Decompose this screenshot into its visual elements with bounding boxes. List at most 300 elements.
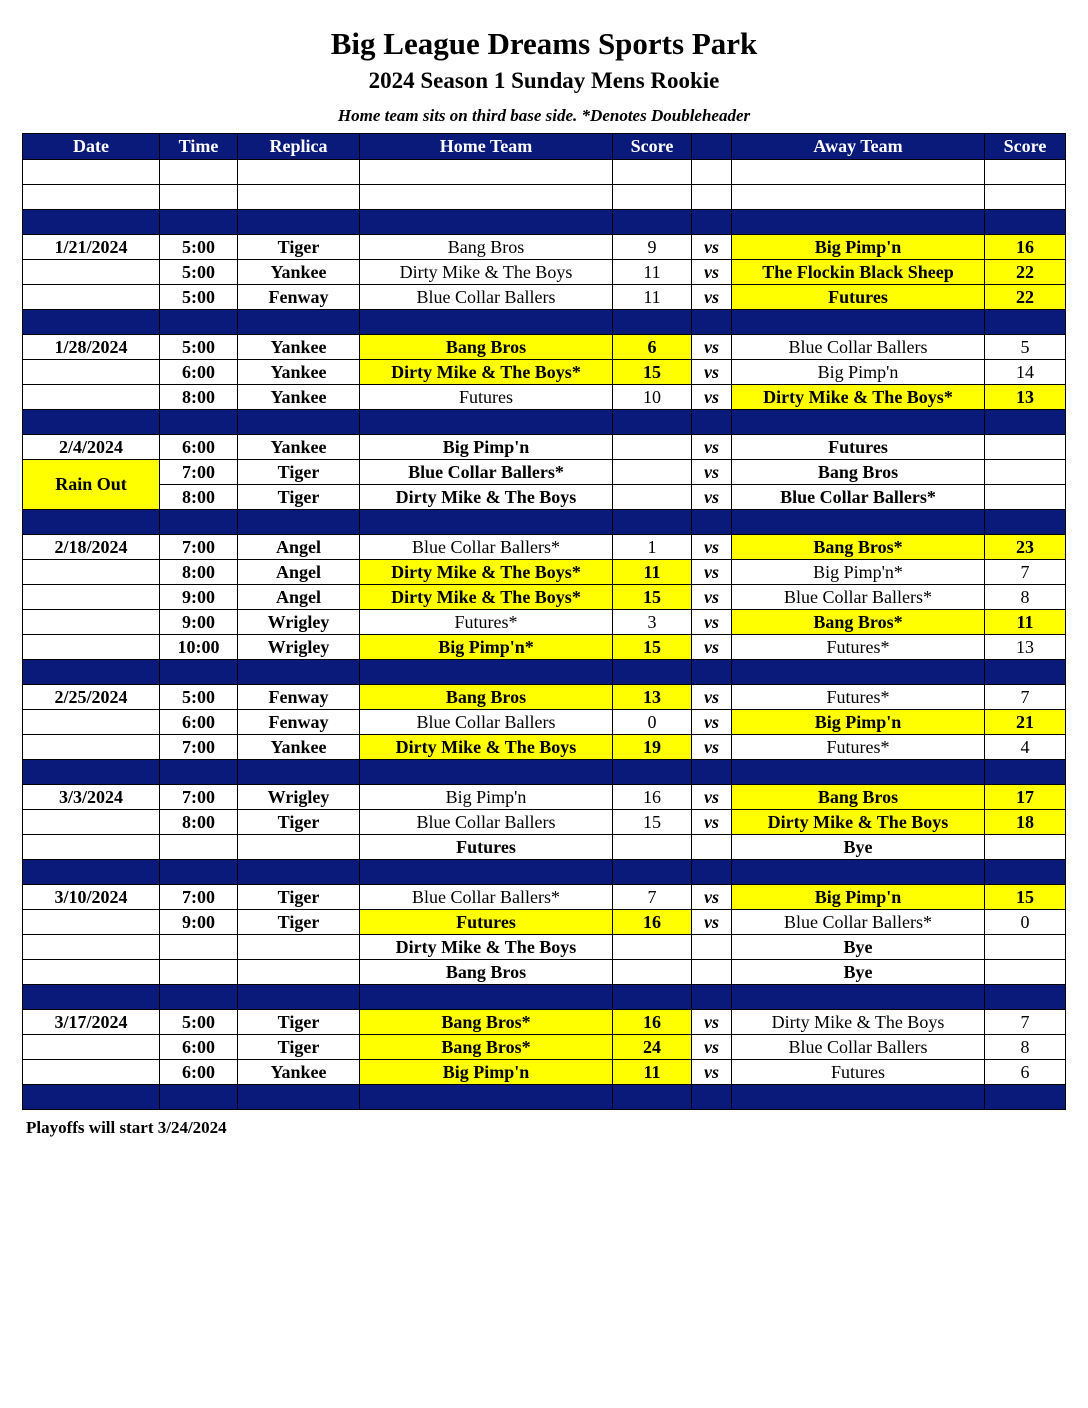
separator-cell (613, 985, 692, 1010)
vs-cell (692, 960, 732, 985)
date-cell (23, 1035, 160, 1060)
home-score-cell: 11 (613, 285, 692, 310)
home-team-cell: Dirty Mike & The Boys* (360, 585, 613, 610)
vs-cell: vs (692, 710, 732, 735)
away-team-cell: Dirty Mike & The Boys* (732, 385, 985, 410)
replica-cell: Angel (238, 585, 360, 610)
game-row (23, 485, 1066, 510)
separator-cell (692, 660, 732, 685)
separator-cell (692, 985, 732, 1010)
blank-cell (23, 185, 160, 210)
time-cell: 8:00 (160, 385, 238, 410)
blank-cell (238, 185, 360, 210)
separator-cell (732, 860, 985, 885)
separator-cell (160, 210, 238, 235)
blank-cell (613, 160, 692, 185)
away-score-cell: 22 (985, 285, 1066, 310)
home-team-cell: Futures (360, 385, 613, 410)
separator-cell (23, 1085, 160, 1110)
separator-cell (692, 860, 732, 885)
game-row (23, 235, 1066, 260)
vs-cell: vs (692, 435, 732, 460)
header-date: Date (23, 134, 160, 160)
separator-cell (692, 210, 732, 235)
replica-cell: Yankee (238, 1060, 360, 1085)
away-team-cell: Blue Collar Ballers (732, 335, 985, 360)
away-team-cell: Bang Bros (732, 785, 985, 810)
game-row (23, 585, 1066, 610)
replica-cell: Tiger (238, 1010, 360, 1035)
separator-cell (985, 860, 1066, 885)
away-score-cell: 18 (985, 810, 1066, 835)
away-team-cell: Blue Collar Ballers (732, 1035, 985, 1060)
game-row (23, 1035, 1066, 1060)
home-score-cell (613, 935, 692, 960)
blank-cell (23, 160, 160, 185)
home-team-cell: Blue Collar Ballers* (360, 460, 613, 485)
time-cell: 6:00 (160, 360, 238, 385)
separator-cell (23, 210, 160, 235)
home-score-cell (613, 835, 692, 860)
away-score-cell: 13 (985, 635, 1066, 660)
blank-cell (613, 185, 692, 210)
home-team-cell: Dirty Mike & The Boys* (360, 360, 613, 385)
separator-cell (692, 310, 732, 335)
separator-cell (985, 210, 1066, 235)
home-score-cell: 15 (613, 360, 692, 385)
separator-cell (985, 660, 1066, 685)
home-team-cell: Bang Bros* (360, 1035, 613, 1060)
time-cell: 7:00 (160, 785, 238, 810)
away-score-cell: 17 (985, 785, 1066, 810)
home-score-cell: 7 (613, 885, 692, 910)
away-score-cell (985, 435, 1066, 460)
home-team-cell: Bang Bros (360, 960, 613, 985)
replica-cell: Yankee (238, 335, 360, 360)
home-score-cell: 16 (613, 785, 692, 810)
replica-cell: Yankee (238, 360, 360, 385)
game-row (23, 285, 1066, 310)
home-score-cell: 11 (613, 560, 692, 585)
vs-cell: vs (692, 635, 732, 660)
header-time: Time (160, 134, 238, 160)
home-score-cell: 16 (613, 1010, 692, 1035)
separator-cell (613, 660, 692, 685)
away-team-cell: Bang Bros* (732, 535, 985, 560)
game-row (23, 435, 1066, 460)
home-score-cell (613, 460, 692, 485)
blank-cell (360, 160, 613, 185)
away-team-cell: Big Pimp'n (732, 235, 985, 260)
header-vs (692, 134, 732, 160)
vs-cell: vs (692, 785, 732, 810)
separator-cell (238, 510, 360, 535)
separator-cell (985, 510, 1066, 535)
replica-cell: Fenway (238, 285, 360, 310)
separator-cell (23, 760, 160, 785)
separator-cell (692, 510, 732, 535)
home-score-cell: 11 (613, 260, 692, 285)
time-cell: 10:00 (160, 635, 238, 660)
date-cell (23, 385, 160, 410)
game-row (23, 260, 1066, 285)
away-score-cell (985, 935, 1066, 960)
separator-cell (692, 1085, 732, 1110)
time-cell: 5:00 (160, 685, 238, 710)
date-cell: 3/10/2024 (23, 885, 160, 910)
date-cell (23, 285, 160, 310)
separator-cell (613, 860, 692, 885)
away-team-cell: Dirty Mike & The Boys (732, 1010, 985, 1035)
separator-cell (160, 310, 238, 335)
date-cell: 1/28/2024 (23, 335, 160, 360)
separator-cell (613, 760, 692, 785)
header-home-score: Score (613, 134, 692, 160)
separator-cell (238, 310, 360, 335)
home-score-cell: 15 (613, 810, 692, 835)
time-cell: 9:00 (160, 585, 238, 610)
rain-out-label: Rain Out (23, 460, 160, 510)
schedule-body (23, 160, 1066, 1110)
home-team-cell: Blue Collar Ballers (360, 810, 613, 835)
header-replica: Replica (238, 134, 360, 160)
separator-cell (613, 510, 692, 535)
home-score-cell: 9 (613, 235, 692, 260)
page-subtitle: 2024 Season 1 Sunday Mens Rookie (368, 68, 720, 93)
time-cell: 9:00 (160, 910, 238, 935)
separator-cell (692, 410, 732, 435)
vs-cell: vs (692, 685, 732, 710)
vs-cell: vs (692, 260, 732, 285)
game-row (23, 735, 1066, 760)
time-cell (160, 835, 238, 860)
blank-cell (985, 185, 1066, 210)
separator-cell (360, 310, 613, 335)
time-cell: 9:00 (160, 610, 238, 635)
replica-cell: Angel (238, 560, 360, 585)
bye-row (23, 835, 1066, 860)
away-team-cell: Dirty Mike & The Boys (732, 810, 985, 835)
blank-cell (732, 185, 985, 210)
replica-cell (238, 935, 360, 960)
away-team-cell: Bye (732, 835, 985, 860)
game-row (23, 710, 1066, 735)
vs-cell: vs (692, 460, 732, 485)
home-team-cell: Bang Bros (360, 235, 613, 260)
game-row (23, 560, 1066, 585)
replica-cell: Tiger (238, 235, 360, 260)
time-cell: 5:00 (160, 335, 238, 360)
away-score-cell: 7 (985, 685, 1066, 710)
replica-cell: Tiger (238, 810, 360, 835)
away-score-cell (985, 960, 1066, 985)
replica-cell: Angel (238, 535, 360, 560)
replica-cell: Yankee (238, 260, 360, 285)
time-cell: 6:00 (160, 1060, 238, 1085)
away-team-cell: Big Pimp'n (732, 710, 985, 735)
separator-cell (985, 410, 1066, 435)
separator-cell (160, 410, 238, 435)
vs-cell: vs (692, 535, 732, 560)
separator-cell (238, 860, 360, 885)
separator-cell (732, 1085, 985, 1110)
playoffs-note: Playoffs will start 3/24/2024 (26, 1118, 227, 1137)
time-cell: 5:00 (160, 235, 238, 260)
separator-cell (732, 985, 985, 1010)
vs-cell: vs (692, 1060, 732, 1085)
home-score-cell: 19 (613, 735, 692, 760)
home-score-cell: 24 (613, 1035, 692, 1060)
date-cell (23, 735, 160, 760)
game-row (23, 360, 1066, 385)
separator-cell (985, 310, 1066, 335)
separator-cell (160, 760, 238, 785)
date-cell: 2/18/2024 (23, 535, 160, 560)
date-cell: 1/21/2024 (23, 235, 160, 260)
separator-cell (160, 985, 238, 1010)
replica-cell (238, 835, 360, 860)
separator-cell (732, 310, 985, 335)
replica-cell: Wrigley (238, 610, 360, 635)
replica-cell: Tiger (238, 460, 360, 485)
away-score-cell: 11 (985, 610, 1066, 635)
separator-cell (613, 1085, 692, 1110)
home-team-cell: Dirty Mike & The Boys (360, 735, 613, 760)
separator-cell (732, 660, 985, 685)
time-cell: 8:00 (160, 560, 238, 585)
away-team-cell: Blue Collar Ballers* (732, 585, 985, 610)
away-score-cell: 5 (985, 335, 1066, 360)
away-team-cell: The Flockin Black Sheep (732, 260, 985, 285)
time-cell: 8:00 (160, 810, 238, 835)
bye-row (23, 935, 1066, 960)
time-cell (160, 935, 238, 960)
replica-cell: Fenway (238, 710, 360, 735)
separator-cell (238, 210, 360, 235)
separator-cell (238, 985, 360, 1010)
blank-cell (238, 160, 360, 185)
away-score-cell: 7 (985, 1010, 1066, 1035)
away-score-cell: 21 (985, 710, 1066, 735)
game-row (23, 535, 1066, 560)
away-team-cell: Blue Collar Ballers* (732, 485, 985, 510)
replica-cell: Wrigley (238, 785, 360, 810)
home-team-cell: Futures* (360, 610, 613, 635)
away-team-cell: Big Pimp'n* (732, 560, 985, 585)
home-score-cell: 1 (613, 535, 692, 560)
blank-cell (692, 185, 732, 210)
separator-cell (613, 410, 692, 435)
separator-cell (23, 660, 160, 685)
date-cell: 2/25/2024 (23, 685, 160, 710)
blank-row (23, 160, 1066, 185)
date-cell (23, 610, 160, 635)
replica-cell: Tiger (238, 910, 360, 935)
blank-cell (692, 160, 732, 185)
away-score-cell (985, 835, 1066, 860)
away-team-cell: Bye (732, 935, 985, 960)
header-home-team: Home Team (360, 134, 613, 160)
separator-cell (23, 860, 160, 885)
date-cell (23, 835, 160, 860)
game-row (23, 335, 1066, 360)
away-team-cell: Bang Bros (732, 460, 985, 485)
home-score-cell: 11 (613, 1060, 692, 1085)
home-team-cell: Futures (360, 910, 613, 935)
schedule-table (22, 133, 1066, 1110)
time-cell: 7:00 (160, 735, 238, 760)
home-team-cell: Big Pimp'n (360, 785, 613, 810)
separator-cell (732, 210, 985, 235)
game-row (23, 885, 1066, 910)
home-team-cell: Big Pimp'n (360, 435, 613, 460)
blank-cell (160, 160, 238, 185)
separator-cell (160, 860, 238, 885)
game-row (23, 785, 1066, 810)
header-away-score: Score (985, 134, 1066, 160)
home-team-cell: Bang Bros* (360, 1010, 613, 1035)
time-cell: 6:00 (160, 710, 238, 735)
away-score-cell: 4 (985, 735, 1066, 760)
away-team-cell: Futures (732, 435, 985, 460)
vs-cell: vs (692, 285, 732, 310)
vs-cell: vs (692, 560, 732, 585)
separator-cell (360, 210, 613, 235)
separator-row (23, 310, 1066, 335)
home-team-cell: Blue Collar Ballers (360, 710, 613, 735)
vs-cell: vs (692, 735, 732, 760)
date-cell: 2/4/2024 (23, 435, 160, 460)
separator-row (23, 510, 1066, 535)
date-cell (23, 360, 160, 385)
date-cell (23, 260, 160, 285)
separator-cell (692, 760, 732, 785)
date-cell (23, 960, 160, 985)
game-row (23, 810, 1066, 835)
separator-cell (732, 510, 985, 535)
time-cell: 7:00 (160, 535, 238, 560)
game-row (23, 610, 1066, 635)
away-team-cell: Futures* (732, 635, 985, 660)
separator-cell (238, 1085, 360, 1110)
game-row (23, 1010, 1066, 1035)
separator-cell (985, 1085, 1066, 1110)
separator-row (23, 760, 1066, 785)
separator-row (23, 410, 1066, 435)
separator-cell (360, 410, 613, 435)
game-row (23, 385, 1066, 410)
away-score-cell (985, 485, 1066, 510)
separator-cell (238, 760, 360, 785)
away-team-cell: Big Pimp'n (732, 360, 985, 385)
date-cell (23, 560, 160, 585)
separator-cell (238, 660, 360, 685)
game-row (23, 910, 1066, 935)
time-cell: 5:00 (160, 285, 238, 310)
separator-cell (160, 660, 238, 685)
separator-cell (23, 985, 160, 1010)
home-team-cell: Dirty Mike & The Boys (360, 485, 613, 510)
away-score-cell: 16 (985, 235, 1066, 260)
time-cell: 7:00 (160, 885, 238, 910)
vs-cell: vs (692, 1035, 732, 1060)
blank-cell (160, 185, 238, 210)
separator-cell (732, 410, 985, 435)
date-cell (23, 810, 160, 835)
time-cell: 5:00 (160, 1010, 238, 1035)
date-cell: 3/3/2024 (23, 785, 160, 810)
separator-cell (160, 1085, 238, 1110)
time-cell: 7:00 (160, 460, 238, 485)
vs-cell: vs (692, 485, 732, 510)
replica-cell: Tiger (238, 485, 360, 510)
vs-cell: vs (692, 810, 732, 835)
game-row (23, 460, 1066, 485)
away-score-cell: 8 (985, 585, 1066, 610)
vs-cell: vs (692, 910, 732, 935)
blank-cell (732, 160, 985, 185)
home-score-cell: 0 (613, 710, 692, 735)
replica-cell: Wrigley (238, 635, 360, 660)
home-score-cell: 15 (613, 585, 692, 610)
vs-cell: vs (692, 235, 732, 260)
home-team-cell: Bang Bros (360, 335, 613, 360)
home-score-cell: 3 (613, 610, 692, 635)
time-cell: 5:00 (160, 260, 238, 285)
schedule-note: Home team sits on third base side. *Denotes Doubleheader (337, 106, 751, 125)
separator-cell (23, 410, 160, 435)
date-cell (23, 635, 160, 660)
separator-cell (23, 310, 160, 335)
separator-cell (613, 310, 692, 335)
home-team-cell: Dirty Mike & The Boys (360, 260, 613, 285)
away-score-cell: 23 (985, 535, 1066, 560)
date-cell (23, 585, 160, 610)
replica-cell: Tiger (238, 885, 360, 910)
blank-cell (985, 160, 1066, 185)
vs-cell: vs (692, 335, 732, 360)
away-score-cell: 6 (985, 1060, 1066, 1085)
home-score-cell (613, 960, 692, 985)
separator-row (23, 985, 1066, 1010)
home-team-cell: Blue Collar Ballers (360, 285, 613, 310)
home-team-cell: Blue Collar Ballers* (360, 535, 613, 560)
away-team-cell: Bye (732, 960, 985, 985)
away-score-cell: 22 (985, 260, 1066, 285)
game-row (23, 685, 1066, 710)
separator-row (23, 210, 1066, 235)
date-cell (23, 935, 160, 960)
separator-row (23, 860, 1066, 885)
home-team-cell: Big Pimp'n (360, 1060, 613, 1085)
separator-cell (160, 510, 238, 535)
home-score-cell: 15 (613, 635, 692, 660)
separator-row (23, 1085, 1066, 1110)
page-title: Big League Dreams Sports Park (330, 26, 758, 61)
separator-cell (360, 860, 613, 885)
separator-cell (360, 660, 613, 685)
separator-row (23, 660, 1066, 685)
replica-cell: Yankee (238, 435, 360, 460)
away-score-cell: 0 (985, 910, 1066, 935)
away-score-cell: 14 (985, 360, 1066, 385)
time-cell: 8:00 (160, 485, 238, 510)
replica-cell: Tiger (238, 1035, 360, 1060)
home-score-cell (613, 435, 692, 460)
away-score-cell: 15 (985, 885, 1066, 910)
header-away-team: Away Team (732, 134, 985, 160)
bye-row (23, 960, 1066, 985)
